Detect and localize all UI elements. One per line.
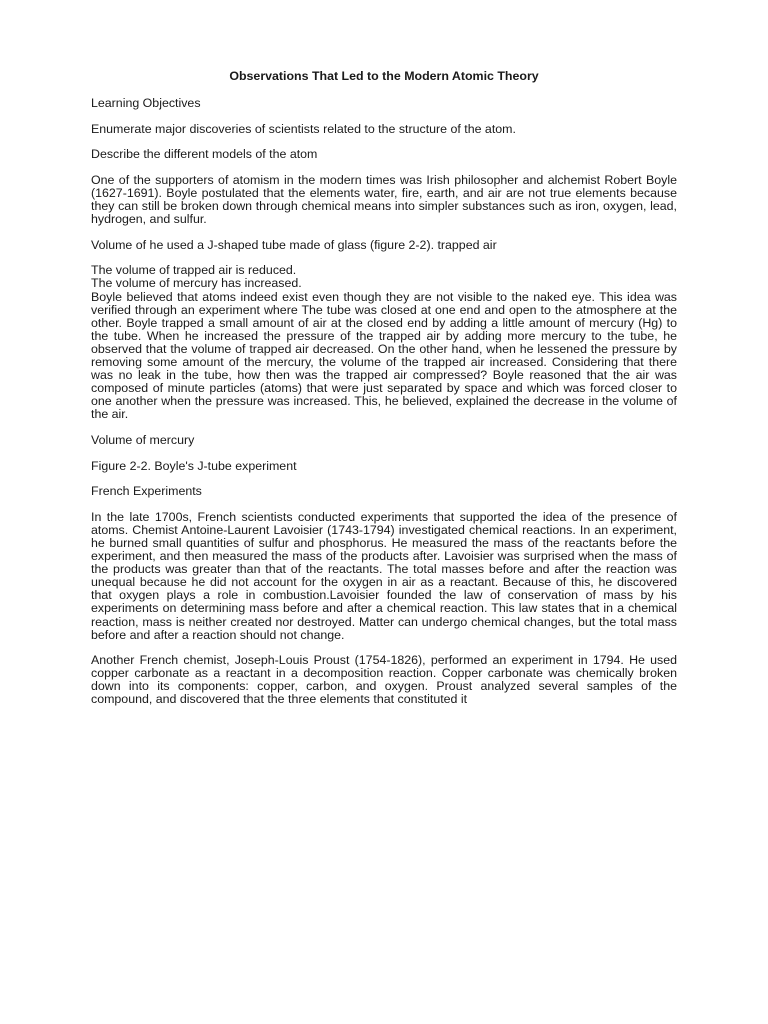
paragraph-proust: Another French chemist, Joseph-Louis Proust (1754-1826), performed an experiment in 1794. He used copper carbonate as a reactant in a decomposition reaction. Copper carbonate was chemically broken down into its components: copper, carbon, and oxygen. Proust analyzed several samples of the compound, and discovered that the three elements that constituted it xyxy=(91,653,677,707)
mercury-line: The volume of mercury has increased. xyxy=(91,276,302,291)
paragraph-boyle-experiment: Boyle believed that atoms indeed exist even though they are not visible to the naked eye. This idea was verified through an experiment where The tube was closed at one end and open to the atmosphere at the other. Boyle trapped a small amount of air at the closed end by adding a little amount of mercury (Hg) to the tube. When he increased the pressure of the trapped air by adding more mercury to the tube, he observed that the volume of trapped air decreased. On the other hand, when he lessened the pressure by removing some amount of the mercury, the volume of the trapped air increased. Considering that there was no leak in the tube, how then was the trapped air compressed? Boyle reasoned that the air was composed of minute particles (atoms) that were just separated by space and which was forced closer to one another when the pressure was increased. This, he believed, explained the decrease in the volume of the air. xyxy=(91,289,677,422)
document-page xyxy=(91,70,677,719)
paragraph-lavoisier: In the late 1700s, French scientists conducted experiments that supported the idea of the presence of atoms. Chemist Antoine-Laurent Lavoisier (1743-1794) investigated chemical reactions. In an experiment, he burned small quantities of sulfur and phosphorus. He measured the mass of the reactants before the experiment, and then measured the mass of the products after. Lavoisier was surprised when the mass of the products was greater than that of the reactants. The total masses before and after the reaction was unequal because he did not account for the oxygen in air as a reactant. Because of this, he discovered that oxygen plays a role in combustion.Lavoisier founded the law of conservation of mass by his experiments on determining mass before and after a chemical reaction. This law states that in a chemical reaction, mass is neither created nor destroyed. Matter can undergo chemical changes, but the total mass before and after a reaction should not change. xyxy=(91,509,677,642)
trapped-air-line: The volume of trapped air is reduced. xyxy=(91,263,297,278)
figure-fragment-text: Volume of he used a J-shaped tube made of glass (figure 2-2). trapped air xyxy=(91,237,497,252)
objective-1: Enumerate major discoveries of scientists related to the structure of the atom. xyxy=(91,121,516,136)
objective-2: Describe the different models of the atom xyxy=(91,147,318,162)
french-experiments-heading: French Experiments xyxy=(91,484,202,499)
document-title: Observations That Led to the Modern Atomic Theory xyxy=(229,69,539,83)
learning-objectives-heading: Learning Objectives xyxy=(91,96,201,111)
volume-of-mercury-label: Volume of mercury xyxy=(91,432,195,447)
paragraph-boyle-intro: One of the supporters of atomism in the modern times was Irish philosopher and alchemist Robert Boyle (1627-1691). Boyle postulated that the elements water, fire, earth, and air are not true elements because they can still be broken down through chemical means into simpler substances such as iron, oxygen, lead, hydrogen, and sulfur. xyxy=(91,172,677,227)
figure-caption: Figure 2-2. Boyle's J-tube experiment xyxy=(91,458,297,473)
